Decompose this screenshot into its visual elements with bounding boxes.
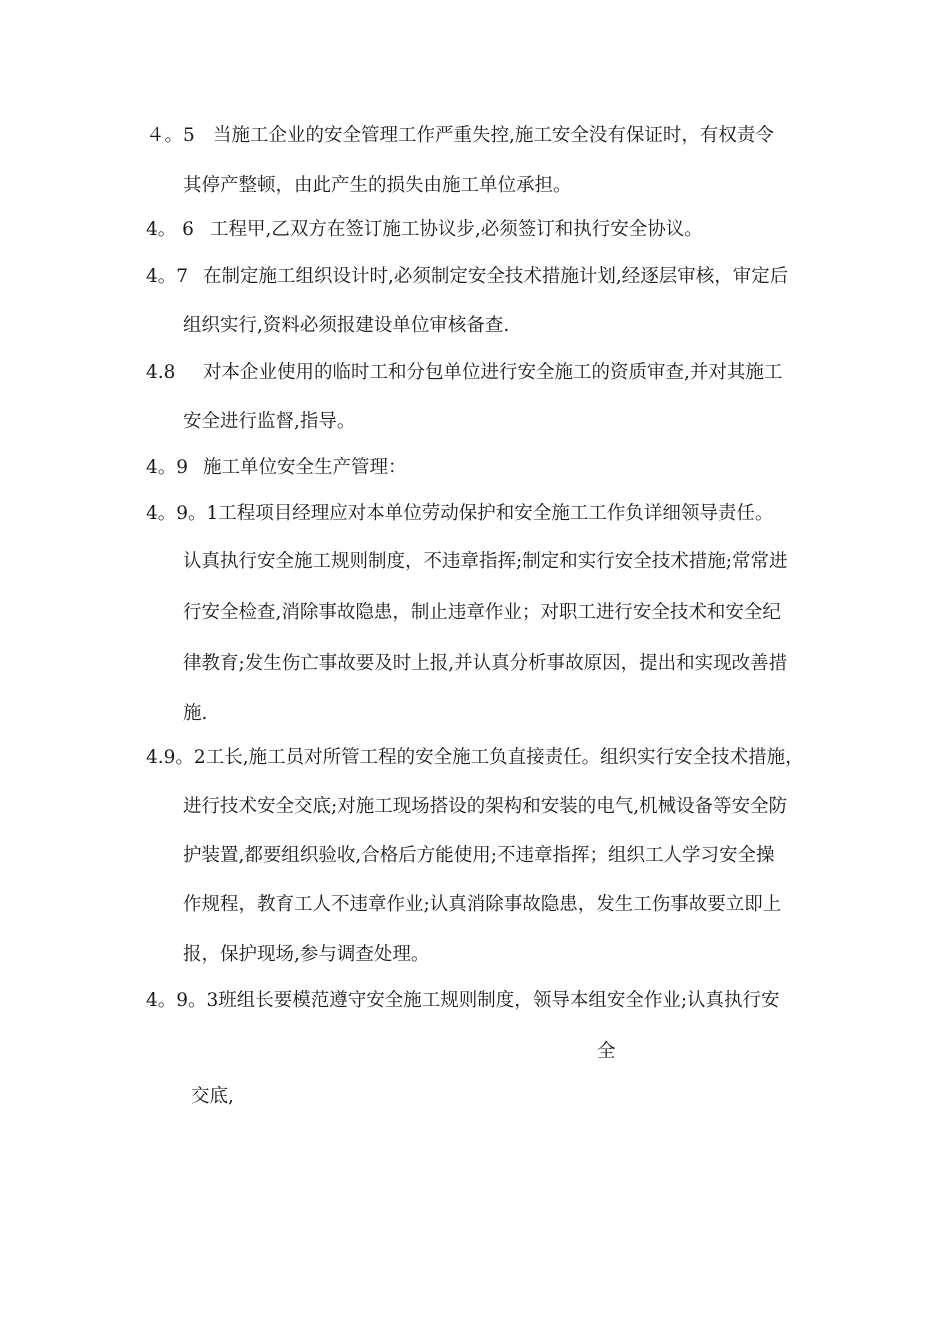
clause-number: 4。7 [146,266,189,287]
clause-4-6-line-1 [146,221,703,240]
clause-4-9-1-line-3: 行安全检查,消除事故隐患，制止违章作业；对职工进行安全技术和安全纪 [183,602,781,623]
clause-text: 在制定施工组织设计时,必须制定安全技术措施计划,经逐层审核，审定后 [203,266,789,287]
clause-4-9-1-line-5: 施. [183,703,208,724]
clause-4-9-2-line-3: 护装置,都要组织验收,合格后方能使用;不违章指挥；组织工人学习安全操 [183,845,775,866]
clause-number: ４。5 [146,125,195,146]
clause-4-9-3-line-2: 全 [597,1041,616,1062]
clause-4-5-line-1 [146,127,774,146]
clause-text: 工程甲,乙双方在签订施工协议步,必须签订和执行安全协议。 [210,219,703,240]
clause-4-9-3-line-1: 4。9。3班组长要模范遵守安全施工规则制度，领导本组安全作业;认真执行安 [146,990,780,1011]
clause-4-7-line-1 [146,268,788,287]
clause-4-9-3-line-3: 交底, [191,1086,234,1107]
clause-4-9-1-line-2: 认真执行安全施工规则制度，不违章指挥;制定和实行安全技术措施;常常进 [183,551,788,572]
clause-number: 4。 6 [146,219,194,240]
clause-number: 4。9 [146,457,189,478]
clause-4-9-2-line-4: 作规程，教育工人不违章作业;认真消除事故隐患，发生工伤事故要立即上 [183,894,782,915]
clause-number: 4.8 [146,362,176,383]
clause-text: 当施工企业的安全管理工作严重失控,施工安全没有保证时，有权责令 [213,125,774,146]
clause-text: 对本企业使用的临时工和分包单位进行安全施工的资质审查,并对其施工 [203,362,783,383]
clause-text: 施工单位安全生产管理： [203,457,407,478]
clause-4-8-line-2: 安全进行监督,指导。 [183,411,356,432]
clause-4-9-2-line-5: 报，保护现场,参与调查处理。 [183,944,430,965]
clause-4-9-1-line-4: 律教育;发生伤亡事故要及时上报,并认真分析事故原因，提出和实现改善措 [183,653,788,674]
clause-4-5-line-2: 其停产整顿，由此产生的损失由施工单位承担。 [183,175,572,196]
clause-4-9-2-line-1: 4.9。2工长,施工员对所管工程的安全施工负直接责任。组织实行安全技术措施， [146,747,804,768]
clause-4-8-line-1 [146,364,782,383]
clause-4-9-2-line-2: 进行技术安全交底;对施工现场搭设的架构和安装的电气,机械设备等安全防 [183,796,788,817]
clause-4-7-line-2: 组织实行,资料必须报建设单位审核备查. [183,315,510,336]
clause-4-9-heading [146,459,407,478]
clause-4-9-1-line-1: 4。9。1工程项目经理应对本单位劳动保护和安全施工工作负详细领导责任。 [146,503,774,524]
